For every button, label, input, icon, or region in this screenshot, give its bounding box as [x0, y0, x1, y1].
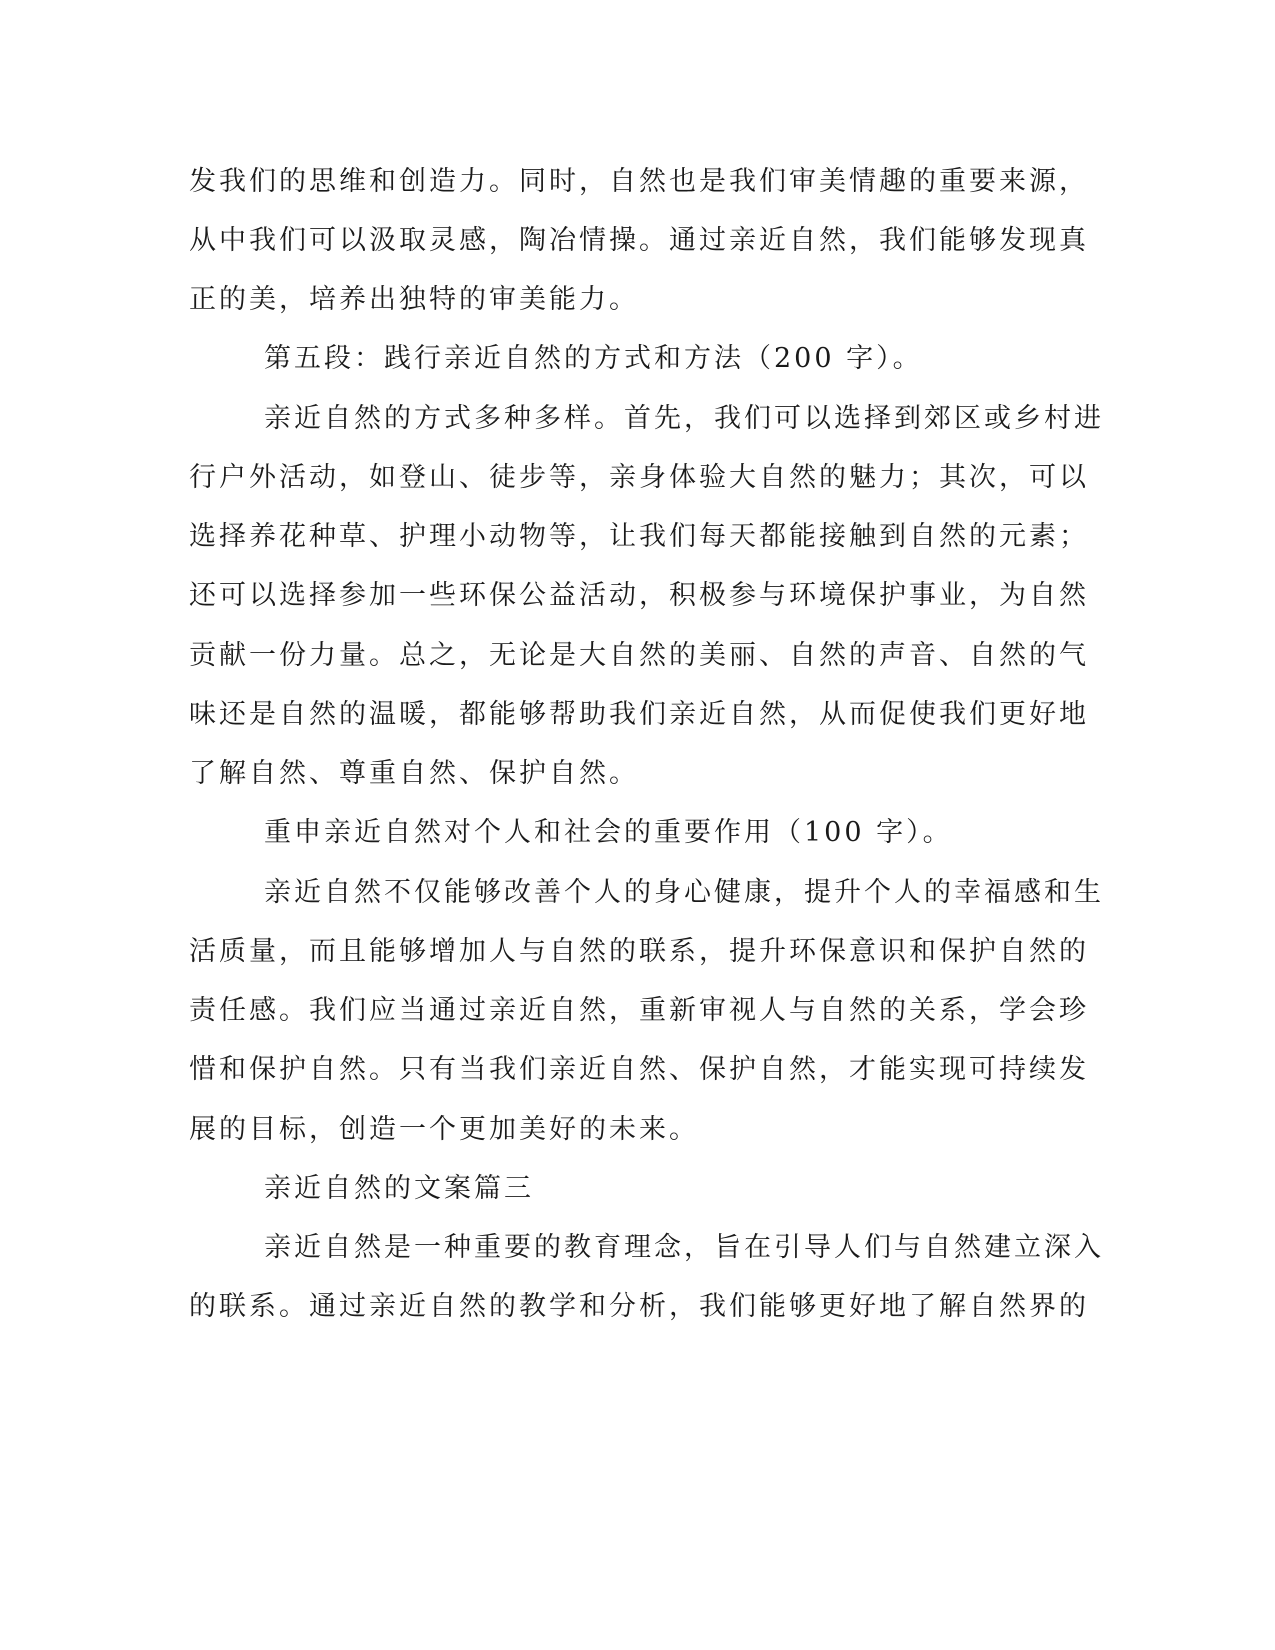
text-line: 活质量，而且能够增加人与自然的联系，提升环保意识和保护自然的 [189, 936, 1089, 967]
text-line: 还可以选择参加一些环保公益活动，积极参与环境保护事业，为自然 [189, 580, 1089, 611]
text-line: 发我们的思维和创造力。同时，自然也是我们审美情趣的重要来源， [189, 166, 1089, 197]
text-line: 亲近自然不仅能够改善个人的身心健康，提升个人的幸福感和生 [264, 877, 1104, 908]
section-heading: 重申亲近自然对个人和社会的重要作用（100 字）。 [264, 817, 953, 848]
text-line: 亲近自然的方式多种多样。首先，我们可以选择到郊区或乡村进 [264, 403, 1104, 434]
text-line: 选择养花种草、护理小动物等，让我们每天都能接触到自然的元素； [189, 521, 1089, 552]
text-line: 从中我们可以汲取灵感，陶冶情操。通过亲近自然，我们能够发现真 [189, 225, 1089, 256]
text-line: 展的目标，创造一个更加美好的未来。 [189, 1114, 699, 1145]
section-title: 亲近自然的文案篇三 [264, 1173, 534, 1204]
text-line: 责任感。我们应当通过亲近自然，重新审视人与自然的关系，学会珍 [189, 995, 1089, 1026]
text-line: 行户外活动，如登山、徒步等，亲身体验大自然的魅力；其次，可以 [189, 462, 1089, 493]
text-line: 贡献一份力量。总之，无论是大自然的美丽、自然的声音、自然的气 [189, 640, 1089, 671]
text-line: 味还是自然的温暖，都能够帮助我们亲近自然，从而促使我们更好地 [189, 699, 1089, 730]
text-line: 的联系。通过亲近自然的教学和分析，我们能够更好地了解自然界的 [189, 1291, 1089, 1322]
text-line: 亲近自然是一种重要的教育理念，旨在引导人们与自然建立深入 [264, 1232, 1104, 1263]
text-line: 惜和保护自然。只有当我们亲近自然、保护自然，才能实现可持续发 [189, 1054, 1089, 1085]
text-line: 正的美，培养出独特的审美能力。 [189, 284, 639, 315]
section-heading: 第五段：践行亲近自然的方式和方法（200 字）。 [264, 343, 923, 374]
text-line: 了解自然、尊重自然、保护自然。 [189, 758, 639, 789]
